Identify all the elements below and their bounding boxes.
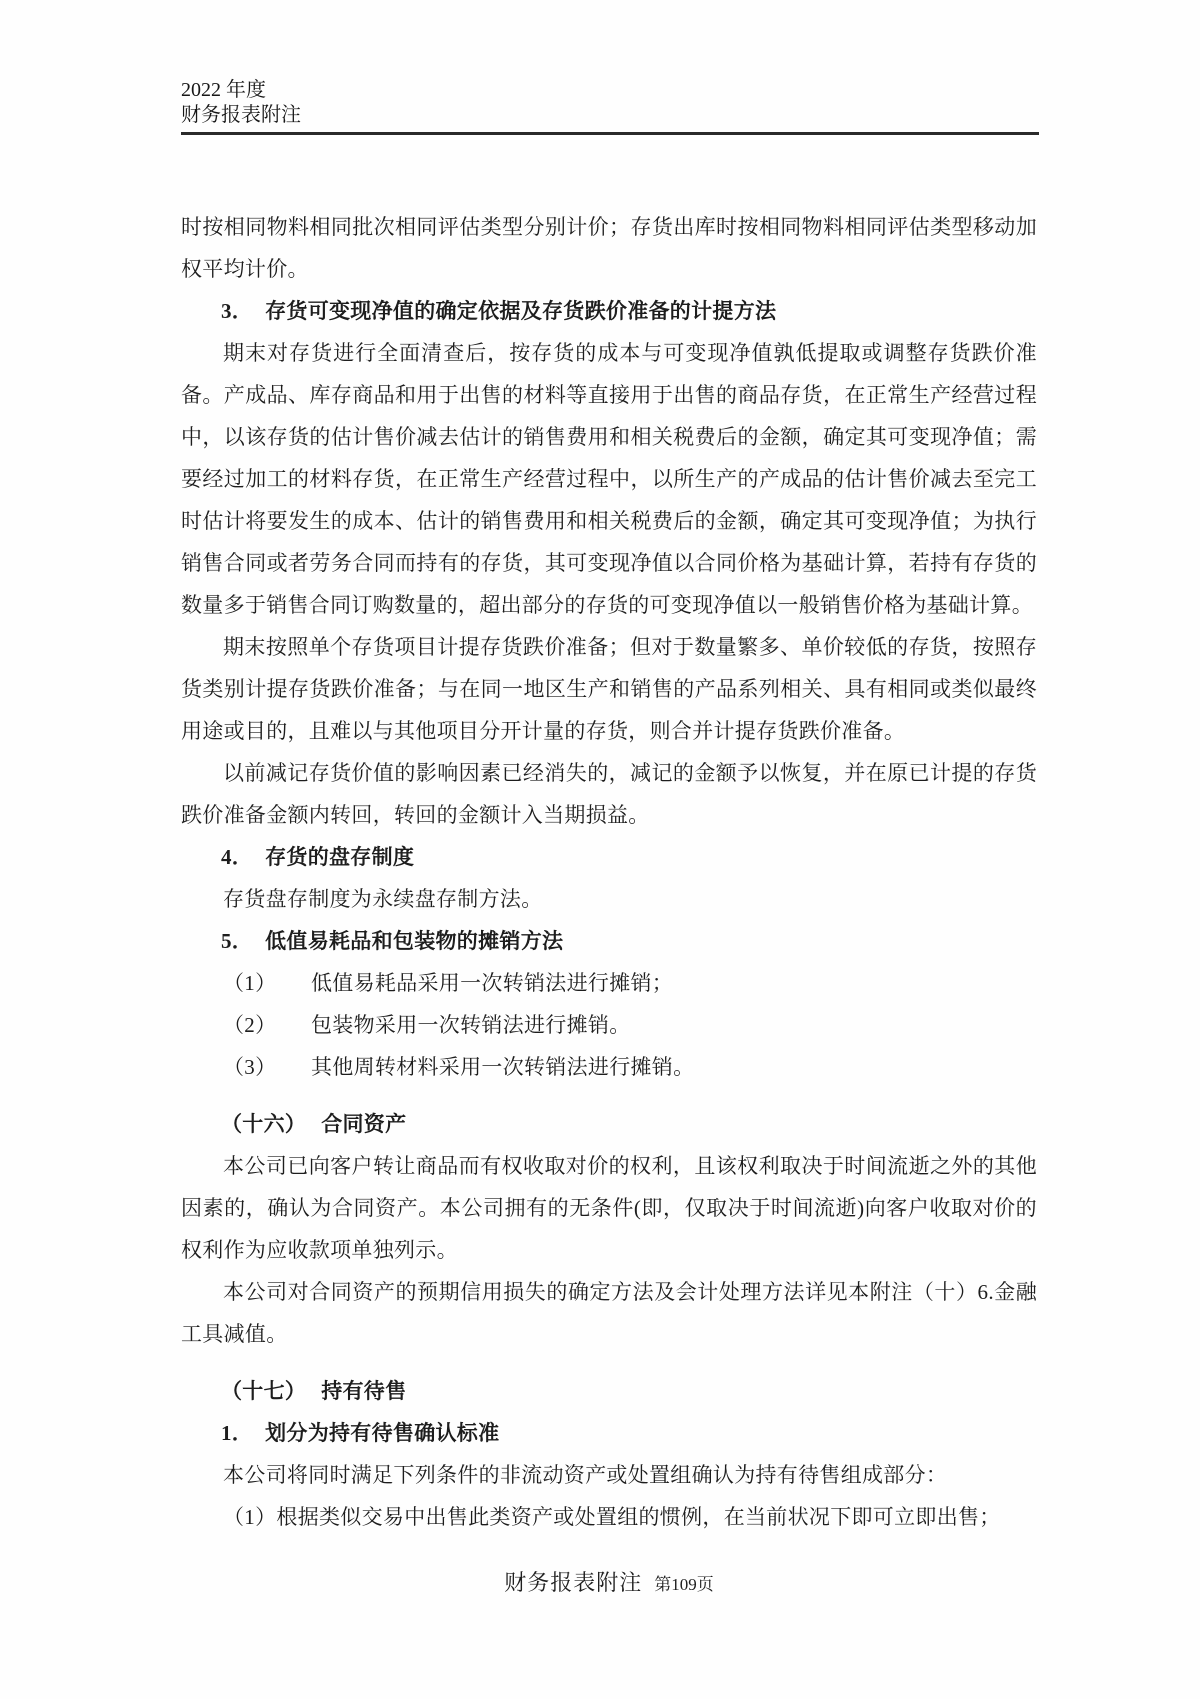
paragraph: 本公司将同时满足下列条件的非流动资产或处置组确认为持有待售组成部分： [223, 1463, 948, 1487]
document-body [181, 206, 1037, 1538]
list-item [181, 962, 1037, 1004]
header-doc-title: 财务报表附注 [181, 104, 301, 126]
numbered-heading-3 [181, 290, 1037, 332]
section-title: 持有待售 [321, 1379, 407, 1403]
paragraph: 期末对存货进行全面清查后，按存货的成本与可变现净值孰低提取或调整存货跌价准备。产成品、库存商品和用于出售的材料等直接用于出售的商品存货，在正常生产经营过程中，以该存货的估计售价减去估计的销售费用和相关税费后的金额，确定其可变现净值；需要经过加工的材料存货，在正常生产经营过程中，以所生产的产成品的估计售价减去至完工时估计将要发生的成本、估计的销售费用和相关税费后的金额，确定其可变现净值；为执行销售合同或者劳务合同而持有的存货，其可变现净值以合同价格为基础计算，若持有存货的数量多于销售合同订购数量的，超出部分的存货的可变现净值以一般销售价格为基础计算。 [181, 341, 1037, 617]
paragraph: 期末按照单个存货项目计提存货跌价准备；但对于数量繁多、单价较低的存货，按照存货类别计提存货跌价准备；与在同一地区生产和销售的产品系列相关、具有相同或类似最终用途或目的，且难以与其他项目分开计量的存货，则合并计提存货跌价准备。 [181, 635, 1037, 743]
section-heading-17 [181, 1370, 1037, 1412]
page-footer [181, 1566, 1037, 1597]
heading-number: 5． [221, 929, 254, 953]
list-text: 包装物采用一次转销法进行摊销。 [311, 1013, 631, 1037]
paragraph: 以前减记存货价值的影响因素已经消失的，减记的金额予以恢复，并在原已计提的存货跌价准备金额内转回，转回的金额计入当期损益。 [181, 761, 1037, 827]
paragraph-continuation: 时按相同物料相同批次相同评估类型分别计价；存货出库时按相同物料相同评估类型移动加权平均计价。 [181, 215, 1037, 281]
heading-title: 存货的盘存制度 [265, 845, 415, 869]
header-year: 2022 年度 [181, 79, 266, 101]
heading-title: 划分为持有待售确认标准 [265, 1421, 500, 1445]
list-item [181, 1046, 1037, 1088]
footer-page-number: 第109页 [654, 1575, 714, 1594]
numbered-heading-4 [181, 836, 1037, 878]
list-marker: （1） [223, 971, 277, 995]
header-rule [181, 132, 1039, 135]
heading-number: 1． [221, 1421, 254, 1445]
list-marker: （2） [223, 1013, 277, 1037]
list-marker: （3） [223, 1055, 277, 1079]
heading-title: 存货可变现净值的确定依据及存货跌价准备的计提方法 [265, 299, 777, 323]
paragraph: 存货盘存制度为永续盘存制方法。 [223, 887, 543, 911]
section-number: （十七） [221, 1379, 307, 1403]
list-text: 低值易耗品采用一次转销法进行摊销； [311, 971, 674, 995]
list-text: 其他周转材料采用一次转销法进行摊销。 [311, 1055, 695, 1079]
numbered-heading-1 [181, 1412, 1037, 1454]
section-number: （十六） [221, 1112, 307, 1136]
section-title: 合同资产 [321, 1112, 407, 1136]
paragraph: （1）根据类似交易中出售此类资产或处置组的惯例，在当前状况下即可立即出售； [223, 1505, 1001, 1529]
heading-title: 低值易耗品和包装物的摊销方法 [265, 929, 564, 953]
page-header [181, 78, 1039, 128]
footer-title: 财务报表附注 [504, 1570, 643, 1595]
heading-number: 3． [221, 299, 254, 323]
paragraph: 本公司对合同资产的预期信用损失的确定方法及会计处理方法详见本附注（十）6.金融工具减值。 [181, 1280, 1037, 1346]
numbered-heading-5 [181, 920, 1037, 962]
paragraph: 本公司已向客户转让商品而有权收取对价的权利，且该权利取决于时间流逝之外的其他因素的，确认为合同资产。本公司拥有的无条件(即，仅取决于时间流逝)向客户收取对价的权利作为应收款项单独列示。 [181, 1154, 1037, 1262]
heading-number: 4． [221, 845, 254, 869]
section-heading-16 [181, 1103, 1037, 1145]
list-item [181, 1004, 1037, 1046]
